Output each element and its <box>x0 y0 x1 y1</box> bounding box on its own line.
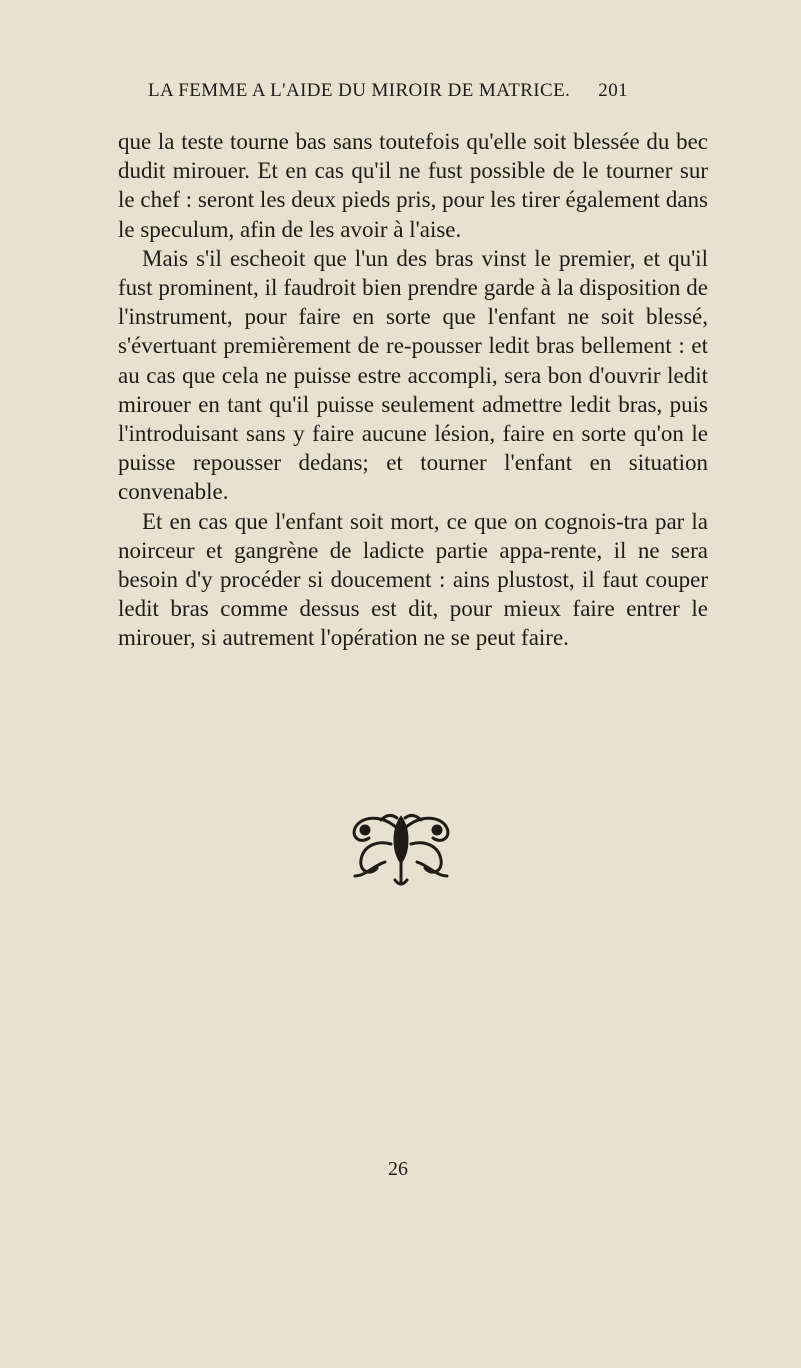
running-title: LA FEMME A L'AIDE DU MIROIR DE MATRICE. <box>148 80 571 101</box>
signature-mark: 26 <box>388 1158 408 1180</box>
paragraph-1: que la teste tourne bas sans toutefois qu'elle soit blessée du bec dudit mirouer. Et en cas qu'il ne fust possible de le tourner sur le chef : seront les deux pieds pris, pour les tirer également dans le speculum, afin de les avoir à l'aise. <box>118 129 708 242</box>
running-head <box>148 76 628 106</box>
paragraph-3: Et en cas que l'enfant soit mort, ce que on cognois-tra par la noirceur et gangrène de ladicte partie appa-rente, il ne sera besoin d'y procéder si doucement : ains plustost, il faut couper ledit bras comme dessus est dit, pour mieux faire entrer le mirouer, si autrement l'opération ne se peut faire. <box>118 508 708 651</box>
page-number: 201 <box>598 80 628 101</box>
body-text <box>118 127 708 653</box>
paragraph-2: Mais s'il escheoit que l'un des bras vinst le premier, et qu'il fust prominent, il faudroit bien prendre garde à la disposition de l'instrument, pour faire en sorte que l'enfant ne soit blessé, s'évertuant premièrement de re-pousser ledit bras bellement : et au cas que cela ne puisse estre accompli, sera bon d'ouvrir ledit mirouer en tant qu'il puisse seulement admettre ledit bras, puis l'introduisant sans y faire aucune lésion, faire en sorte qu'on le puisse repousser dedans; et tourner l'enfant en situation convenable. <box>118 245 708 505</box>
fleuron-tailpiece-icon <box>341 810 461 890</box>
